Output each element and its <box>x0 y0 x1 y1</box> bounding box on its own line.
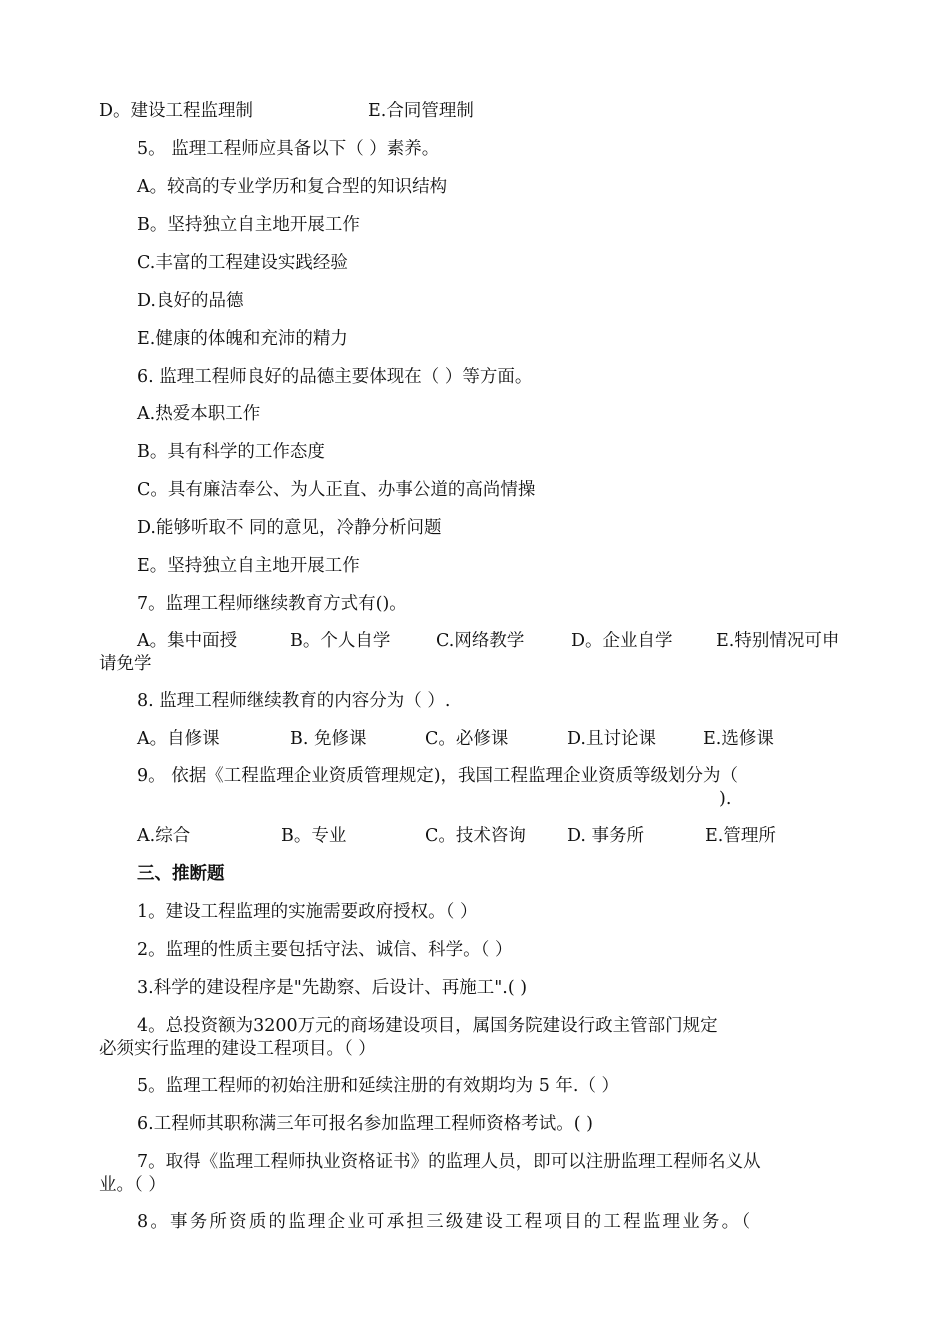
section-title-judgement: 三、推断题 <box>137 864 225 884</box>
question-5-option-a: A。较高的专业学历和复合型的知识结构 <box>137 177 448 197</box>
question-9-option-c: C。技术咨询 <box>425 826 526 846</box>
question-7-option-e: E.特别情况可申 <box>716 631 840 651</box>
question-6-option-a: A.热爱本职工作 <box>137 404 261 424</box>
question-5-option-c: C.丰富的工程建设实践经验 <box>137 253 348 273</box>
question-9-option-d: D. 事务所 <box>567 826 645 846</box>
judgement-5: 5。监理工程师的初始注册和延续注册的有效期均为 5 年.（ ） <box>137 1076 620 1096</box>
question-7-option-e-cont: 请免学 <box>99 654 152 674</box>
question-8-option-a: A。自修课 <box>137 729 220 749</box>
judgement-2: 2。监理的性质主要包括守法、诚信、科学。（ ） <box>137 940 513 960</box>
judgement-8: 8。事务所资质的监理企业可承担三级建设工程项目的工程监理业务。（ <box>137 1212 753 1232</box>
question-6-option-d: D.能够听取不 同的意见，冷静分析问题 <box>137 518 442 538</box>
judgement-7: 7。取得《监理工程师执业资格证书》的监理人员，即可以注册监理工程师名义从 <box>137 1152 761 1172</box>
question-7-option-d: D。企业自学 <box>571 631 673 651</box>
question-8: 8. 监理工程师继续教育的内容分为（ ）. <box>137 691 451 711</box>
judgement-4: 4。总投资额为3200万元的商场建设项目，属国务院建设行政主管部门规定 <box>137 1016 718 1036</box>
option-line-d: D。建设工程监理制 <box>99 101 254 121</box>
question-9-option-e: E.管理所 <box>705 826 776 846</box>
judgement-6: 6.工程师其职称满三年可报名参加监理工程师资格考试。( ) <box>137 1114 593 1134</box>
question-5-option-e: E.健康的体魄和充沛的精力 <box>137 329 348 349</box>
question-9: 9。 依据《工程监理企业资质管理规定)，我国工程监理企业资质等级划分为（ <box>137 766 739 786</box>
judgement-3: 3.科学的建设程序是"先勘察、后设计、再施工".( ) <box>137 978 528 998</box>
question-6-option-b: B。具有科学的工作态度 <box>137 442 325 462</box>
option-line-e: E.合同管理制 <box>368 101 474 121</box>
question-7-option-c: C.网络教学 <box>436 631 525 651</box>
question-9-option-b: B。专业 <box>281 826 347 846</box>
question-9-cont: ). <box>719 789 732 809</box>
question-7-option-a: A。集中面授 <box>137 631 238 651</box>
judgement-7-cont: 业。（ ） <box>99 1175 166 1195</box>
question-8-option-d: D.且讨论课 <box>567 729 656 749</box>
question-6-option-c: C。具有廉洁奉公、为人正直、办事公道的高尚情操 <box>137 480 536 500</box>
question-5: 5。 监理工程师应具备以下（ ）素养。 <box>137 139 440 159</box>
question-7-option-b: B。个人自学 <box>290 631 391 651</box>
question-8-option-e: E.选修课 <box>703 729 774 749</box>
judgement-1: 1。建设工程监理的实施需要政府授权。（ ） <box>137 902 478 922</box>
question-5-option-d: D.良好的品德 <box>137 291 244 311</box>
question-8-option-b: B. 免修课 <box>290 729 367 749</box>
question-6-option-e: E。坚持独立自主地开展工作 <box>137 556 360 576</box>
judgement-4-cont: 必须实行监理的建设工程项目。（ ） <box>99 1039 376 1059</box>
question-8-option-c: C。必修课 <box>425 729 509 749</box>
question-6: 6. 监理工程师良好的品德主要体现在（ ）等方面。 <box>137 367 533 387</box>
question-7: 7。监理工程师继续教育方式有()。 <box>137 594 407 614</box>
question-5-option-b: B。坚持独立自主地开展工作 <box>137 215 360 235</box>
question-9-option-a: A.综合 <box>137 826 191 846</box>
